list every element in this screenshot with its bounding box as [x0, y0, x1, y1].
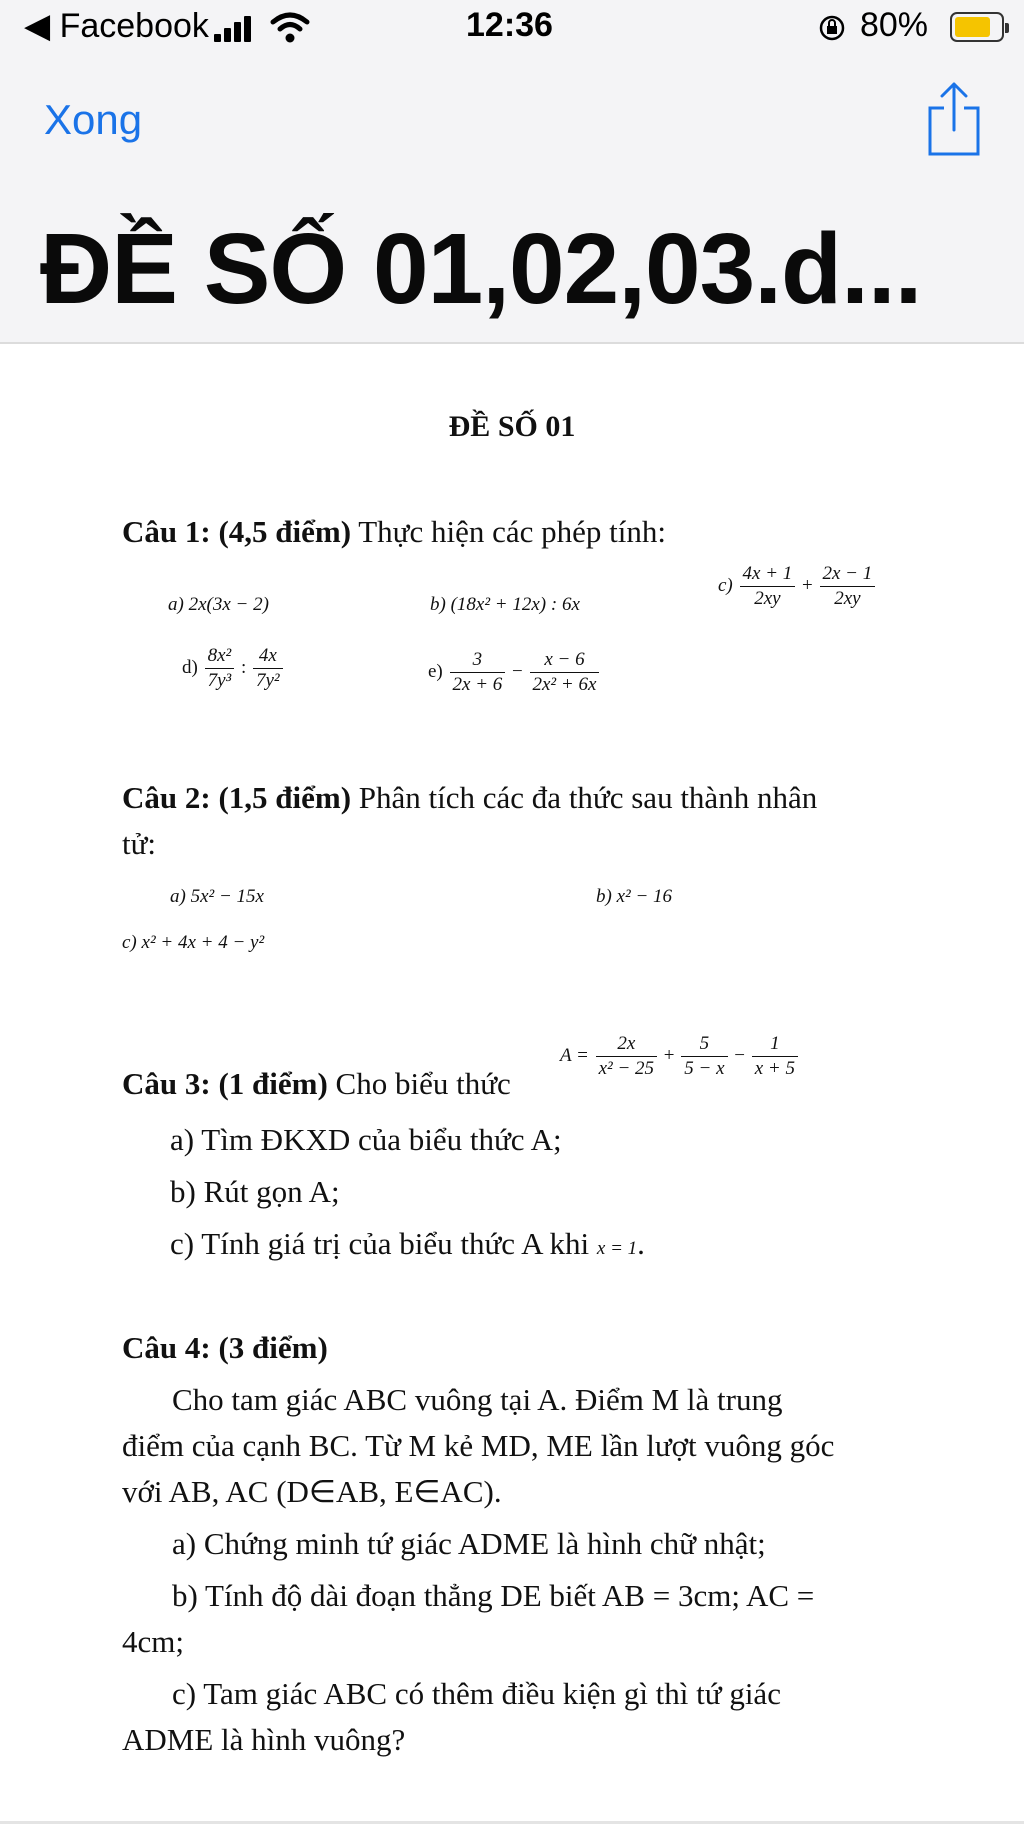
q2-item-c: c) x² + 4x + 4 − y² — [122, 932, 265, 953]
question-3 — [122, 1066, 511, 1102]
back-to-app-link[interactable]: ◀ Facebook — [24, 7, 209, 45]
question-2-label: Câu 2: (1,5 điểm) — [122, 780, 352, 815]
document-viewer[interactable] — [0, 344, 1024, 1824]
q4-item-b-line-2: 4cm; — [122, 1624, 184, 1659]
q4-item-a: a) Chứng minh tứ giác ADME là hình chữ nhật; — [172, 1526, 766, 1561]
q3-item-b: b) Rút gọn A; — [170, 1174, 340, 1209]
cellular-signal-icon — [214, 14, 256, 42]
question-2-text-cont: tử: — [122, 826, 157, 861]
question-3-text: Cho biểu thức — [335, 1066, 511, 1101]
wifi-icon — [270, 10, 310, 44]
share-icon[interactable] — [924, 78, 984, 158]
navigation-bar — [0, 56, 1024, 344]
q1-item-a: a) 2x(3x − 2) — [168, 594, 269, 615]
q1-item-e: e) $\frac{3}{2x + 6}$ − $\frac{x - 6}{\text{2x² + 6x}}$ — [428, 648, 601, 697]
question-1-label: Câu 1: (4,5 điểm) — [122, 514, 352, 549]
question-1-text: Thực hiện các phép tính: — [358, 514, 666, 549]
q4-item-b-line-1: b) Tính độ dài đoạn thẳng DE biết AB = 3cm; AC = — [172, 1578, 815, 1613]
q1-item-d: d) $\frac{\text{8x²}}{\text{7y³}}$ : $\frac{4x}{\text{7y²}}$ — [182, 644, 285, 693]
q4-paragraph-line-2: điểm của cạnh BC. Từ M kẻ MD, ME lần lượt vuông góc — [122, 1428, 835, 1463]
rotation-lock-icon — [818, 14, 846, 42]
q2-item-b: b) x² − 16 — [596, 886, 673, 907]
q3-item-c: c) Tính giá trị của biểu thức A khi x = 1. — [170, 1226, 645, 1261]
done-button[interactable]: Xong — [44, 96, 143, 143]
status-bar — [0, 0, 1024, 56]
q2-item-a: a) 5x² − 15x — [170, 886, 264, 907]
q1-item-c: c) $\frac{4x + 1}{2xy}$ + $\frac{2x - 1}{2xy}$ — [718, 562, 877, 611]
q4-paragraph-line-3: với AB, AC (D∈AB, E∈AC). — [122, 1474, 502, 1509]
q4-item-c-line-2: ADME là hình vuông? — [122, 1722, 406, 1757]
q1-item-b: b) (18x² + 12x) : 6x — [430, 594, 580, 615]
question-2 — [122, 780, 817, 816]
q4-paragraph-line-1: Cho tam giác ABC vuông tại A. Điểm M là trung — [172, 1382, 783, 1417]
clock: 12:36 — [466, 6, 553, 44]
battery-icon — [950, 12, 1004, 42]
q4-item-c-line-1: c) Tam giác ABC có thêm điều kiện gì thì tứ giác — [172, 1676, 781, 1711]
page-title: ĐỀ SỐ 01,02,03.d... — [40, 213, 922, 325]
question-1 — [122, 514, 666, 550]
document-heading: ĐỀ SỐ 01 — [448, 410, 576, 443]
question-3-label: Câu 3: (1 điểm) — [122, 1066, 328, 1101]
question-2-text: Phân tích các đa thức sau thành nhân — [358, 780, 818, 815]
question-4-label: Câu 4: (3 điểm) — [122, 1330, 328, 1365]
battery-percent: 80% — [859, 6, 928, 44]
question-4 — [122, 1330, 328, 1366]
q3-item-a: a) Tìm ĐKXD của biểu thức A; — [170, 1122, 562, 1157]
battery-level — [955, 17, 990, 37]
q3-expression: A = $\frac{2x}{\text{x² − 25}}$ + $\frac{5}{5 - x}$ − $\frac{1}{x + 5}$ — [560, 1032, 800, 1081]
